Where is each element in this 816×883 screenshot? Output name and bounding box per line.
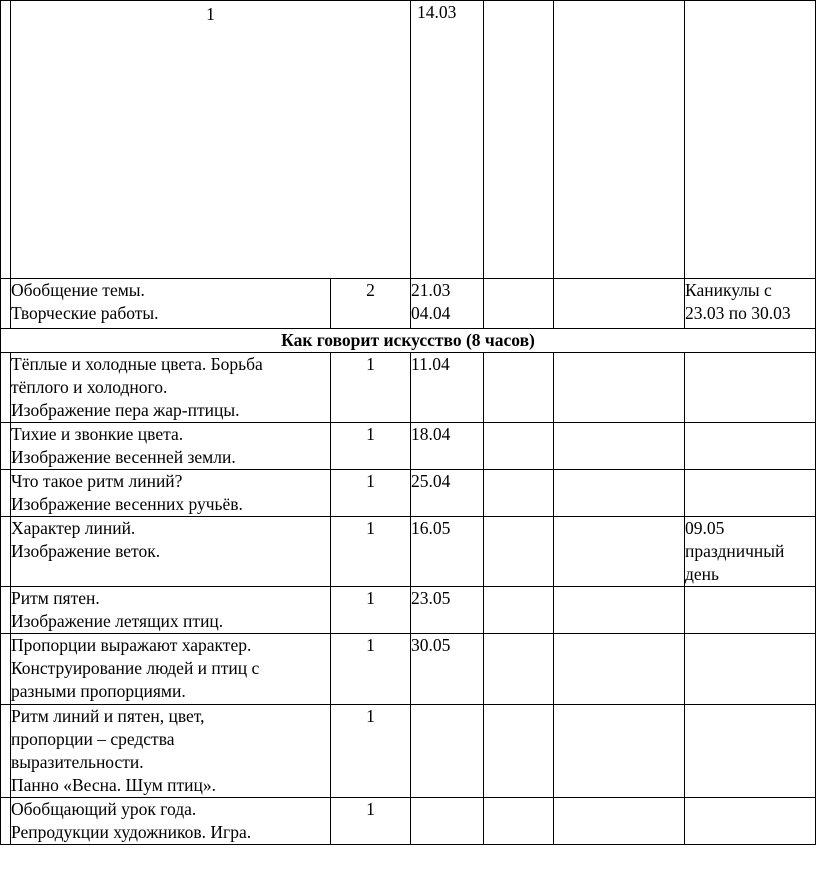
table-row	[1, 470, 816, 517]
table-row	[1, 353, 816, 423]
hours-cell	[331, 279, 411, 329]
lesson-hours: 1	[366, 635, 375, 655]
note-cell	[685, 353, 816, 423]
row-marker-cell	[1, 517, 11, 587]
lesson-date: 04.04	[411, 303, 451, 323]
lesson-theme-line: Изображение веток.	[11, 541, 161, 561]
lesson-theme-line: пропорции – средства	[11, 729, 175, 749]
table-row	[1, 423, 816, 470]
empty-cell	[484, 470, 554, 517]
empty-cell	[554, 1, 685, 279]
note-line: 09.05	[685, 518, 725, 538]
lesson-theme-line: Характер линий.	[11, 518, 136, 538]
lesson-number: 1	[206, 4, 215, 24]
lesson-theme-cell	[11, 279, 331, 329]
empty-cell	[554, 517, 685, 587]
lesson-theme-cell	[11, 517, 331, 587]
empty-cell	[554, 353, 685, 423]
row-marker-cell	[1, 705, 11, 798]
lesson-theme-line: Пропорции выражают характер.	[11, 635, 252, 655]
note-cell	[685, 1, 816, 279]
lesson-date: 21.03	[411, 280, 451, 300]
lesson-theme-line: Ритм пятен.	[11, 588, 100, 608]
lesson-theme-cell	[11, 634, 331, 705]
lesson-theme-line: Изображение летящих птиц.	[11, 611, 224, 631]
lesson-theme-line: Ритм линий и пятен, цвет,	[11, 706, 205, 726]
lesson-hours: 1	[366, 588, 375, 608]
empty-cell	[484, 634, 554, 705]
lesson-theme-line: Обобщающий урок года.	[11, 799, 197, 819]
lesson-theme-line: Что такое ритм линий?	[11, 471, 183, 491]
lesson-date: 25.04	[411, 471, 451, 491]
lesson-theme-cell	[11, 587, 331, 634]
empty-cell	[554, 705, 685, 798]
empty-cell	[484, 353, 554, 423]
lesson-theme-line: Панно «Весна. Шум птиц».	[11, 775, 217, 795]
row-marker-cell	[1, 798, 11, 845]
lesson-hours: 1	[366, 706, 375, 726]
lesson-date: 14.03	[417, 2, 457, 22]
row-marker-cell	[1, 634, 11, 705]
hours-cell	[331, 353, 411, 423]
lesson-theme-cell	[11, 353, 331, 423]
lesson-theme-line: Тихие и звонкие цвета.	[11, 424, 184, 444]
lesson-theme-line: Конструирование людей и птиц с	[11, 658, 260, 678]
empty-cell	[484, 587, 554, 634]
lesson-theme-line: выразительности.	[11, 752, 144, 772]
empty-cell	[554, 423, 685, 470]
date-cell	[411, 1, 484, 279]
empty-cell	[484, 798, 554, 845]
row-marker-cell	[1, 587, 11, 634]
note-cell	[685, 423, 816, 470]
lesson-theme-cell	[11, 798, 331, 845]
empty-cell	[484, 517, 554, 587]
table-row	[1, 1, 816, 279]
note-cell	[685, 587, 816, 634]
lesson-date: 30.05	[411, 635, 451, 655]
lesson-theme-line: Изображение пера жар-птицы.	[11, 400, 240, 420]
note-cell	[685, 634, 816, 705]
hours-cell	[331, 705, 411, 798]
table-row	[1, 705, 816, 798]
note-line: Каникулы с	[685, 280, 772, 300]
empty-cell	[554, 279, 685, 329]
lesson-theme-line: Творческие работы.	[11, 303, 159, 323]
date-cell	[411, 279, 484, 329]
note-cell	[685, 470, 816, 517]
table-row	[1, 517, 816, 587]
hours-cell	[331, 587, 411, 634]
date-cell	[411, 634, 484, 705]
empty-cell	[484, 423, 554, 470]
lesson-theme-cell	[11, 423, 331, 470]
note-cell	[685, 279, 816, 329]
lesson-theme-line: Изображение весенних ручьёв.	[11, 494, 243, 514]
date-cell	[411, 423, 484, 470]
note-line: день	[685, 564, 720, 584]
row-marker-cell	[1, 279, 11, 329]
lesson-theme-line: разными пропорциями.	[11, 681, 186, 701]
note-cell	[685, 517, 816, 587]
row-marker-cell	[1, 423, 11, 470]
row-marker-cell	[1, 470, 11, 517]
lesson-hours: 1	[366, 471, 375, 491]
lesson-theme-line: Репродукции художников. Игра.	[11, 822, 252, 842]
lesson-hours: 1	[366, 799, 375, 819]
lesson-date: 11.04	[411, 354, 450, 374]
lesson-theme-line: Тёплые и холодные цвета. Борьба	[11, 354, 263, 374]
row-marker-cell	[1, 353, 11, 423]
empty-cell	[554, 470, 685, 517]
note-cell	[685, 798, 816, 845]
hours-cell	[331, 423, 411, 470]
lesson-hours: 1	[366, 518, 375, 538]
section-title	[1, 329, 816, 353]
table-row	[1, 634, 816, 705]
date-cell	[411, 353, 484, 423]
lesson-hours: 2	[366, 280, 375, 300]
section-header-row	[1, 329, 816, 353]
lesson-date: 18.04	[411, 424, 451, 444]
empty-cell	[554, 798, 685, 845]
note-line: 23.03 по 30.03	[685, 303, 791, 323]
empty-cell	[554, 587, 685, 634]
lesson-hours: 1	[366, 424, 375, 444]
table-row	[1, 798, 816, 845]
date-cell	[411, 705, 484, 798]
hours-cell	[331, 517, 411, 587]
table-row	[1, 279, 816, 329]
empty-cell	[484, 279, 554, 329]
lesson-theme-cell	[11, 470, 331, 517]
note-line: праздничный	[685, 541, 785, 561]
hours-cell	[331, 798, 411, 845]
lesson-date: 16.05	[411, 518, 451, 538]
hours-cell	[331, 634, 411, 705]
date-cell	[411, 798, 484, 845]
lesson-date: 23.05	[411, 588, 451, 608]
empty-cell	[484, 1, 554, 279]
table-row	[1, 587, 816, 634]
lesson-theme-line: Изображение весенней земли.	[11, 447, 236, 467]
hours-cell	[331, 470, 411, 517]
date-cell	[411, 587, 484, 634]
empty-cell	[554, 634, 685, 705]
row-marker-cell	[1, 1, 11, 279]
lesson-theme-cell	[11, 705, 331, 798]
lesson-hours: 1	[366, 354, 375, 374]
empty-cell	[484, 705, 554, 798]
date-cell	[411, 517, 484, 587]
date-cell	[411, 470, 484, 517]
note-cell	[685, 705, 816, 798]
section-title-text: Как говорит искусство (8 часов)	[281, 330, 535, 350]
lesson-theme-line: Обобщение темы.	[11, 280, 145, 300]
lesson-number-cell	[11, 1, 411, 279]
lesson-theme-line: тёплого и холодного.	[11, 377, 168, 397]
